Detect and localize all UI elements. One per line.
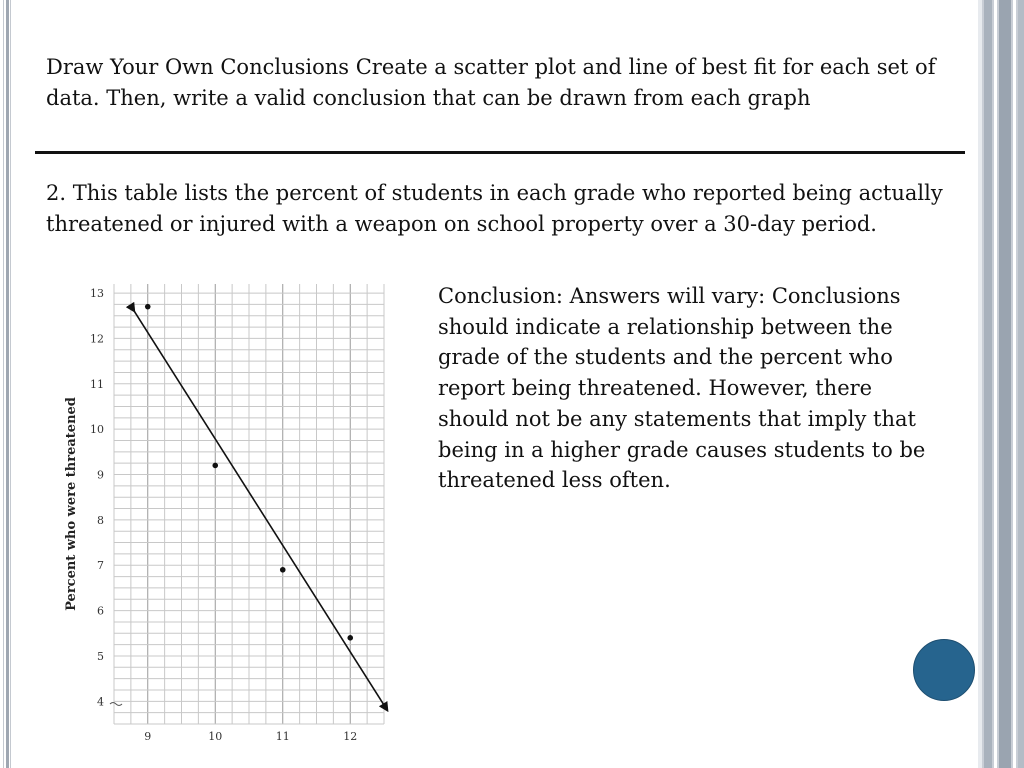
slide-nav-circle-button[interactable] [913, 639, 975, 701]
y-tick-label: 10 [90, 423, 104, 437]
y-tick-label: 4 [97, 695, 104, 709]
question-text: 2. This table lists the percent of students in each grade who reported being actually threatened or injured with a weapon on school property over a 30-day period. [46, 181, 943, 236]
y-tick-label: 9 [97, 468, 104, 482]
scatter-chart [60, 278, 390, 748]
slide-header: Draw Your Own Conclusions Create a scatter plot and line of best fit for each set of data. Then, write a valid conclusion that can be drawn from each graph [46, 55, 936, 110]
title-divider [35, 151, 965, 154]
fit-line-layer [134, 311, 387, 710]
line-of-best-fit [134, 311, 387, 710]
y-tick-label: 7 [97, 559, 104, 573]
y-tick-label: 6 [97, 604, 104, 618]
grid [114, 284, 384, 724]
x-tick-label: 10 [208, 730, 223, 743]
y-tick-label: 5 [97, 649, 104, 663]
right-border [978, 0, 1024, 768]
data-point [212, 463, 218, 469]
x-tick-label: 12 [343, 730, 358, 743]
y-tick-label: 11 [90, 377, 104, 391]
data-point [145, 304, 151, 310]
data-point [280, 567, 286, 573]
y-tick-label: 12 [90, 332, 104, 346]
left-border [0, 0, 11, 768]
y-tick-label: 13 [90, 287, 104, 301]
axis-break-squiggle [110, 703, 122, 706]
data-point [347, 635, 353, 641]
conclusion-text: Conclusion: Answers will vary: Conclusions should indicate a relationship between the grade of the students and the percent who report being threatened. However, there should not be any statements that imply that being in a higher grade causes students to be threatened less often. [438, 284, 926, 493]
y-axis-label: Percent who were threatened [64, 397, 79, 611]
y-tick-label: 8 [97, 513, 104, 527]
x-tick-label: 9 [144, 730, 152, 743]
scatter-plot-svg [60, 278, 390, 748]
x-tick-label: 11 [275, 730, 290, 743]
axes [64, 287, 357, 743]
